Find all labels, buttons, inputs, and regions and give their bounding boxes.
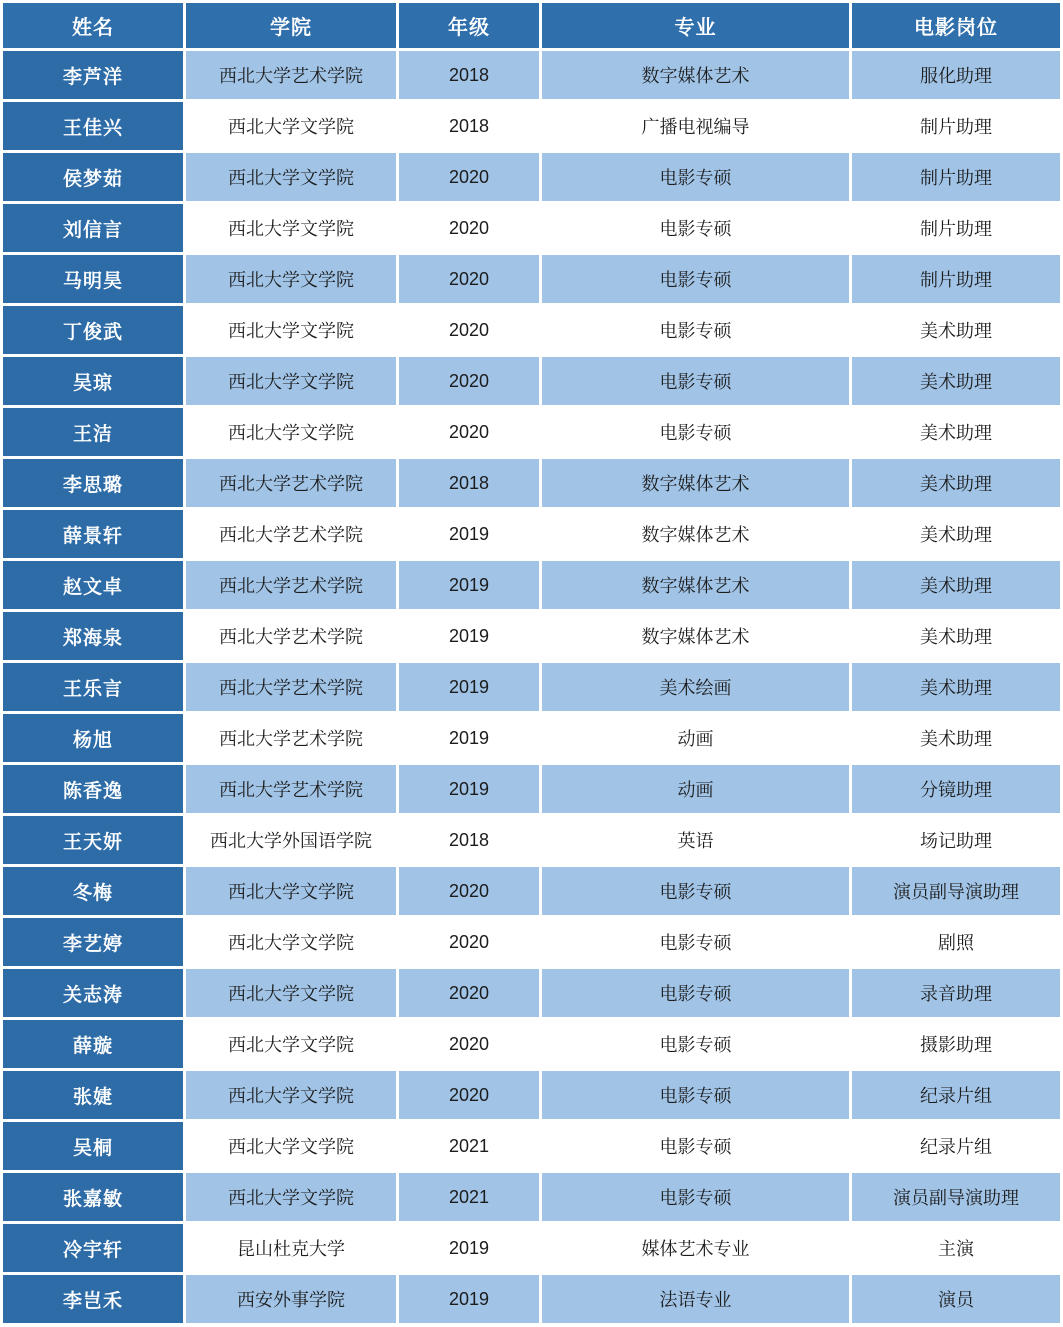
cell-college: 西北大学艺术学院 (186, 510, 396, 558)
cell-grade: 2019 (399, 612, 539, 660)
cell-grade: 2019 (399, 1275, 539, 1323)
table-row (3, 1173, 1060, 1221)
table-row (3, 459, 1060, 507)
cell-position: 美术助理 (852, 612, 1060, 660)
cell-position: 制片助理 (852, 255, 1060, 303)
cell-major: 动画 (542, 714, 849, 762)
cell-college: 西北大学文学院 (186, 408, 396, 456)
cell-position: 美术助理 (852, 408, 1060, 456)
cell-position: 制片助理 (852, 153, 1060, 201)
cell-grade: 2020 (399, 1071, 539, 1119)
header-name: 姓名 (3, 3, 183, 48)
cell-position: 剧照 (852, 918, 1060, 966)
cell-college: 西北大学文学院 (186, 1071, 396, 1119)
table-row (3, 204, 1060, 252)
cell-name: 李思璐 (3, 459, 183, 507)
cell-grade: 2020 (399, 969, 539, 1017)
cell-major: 电影专硕 (542, 1122, 849, 1170)
header-position: 电影岗位 (852, 3, 1060, 48)
cell-name: 赵文卓 (3, 561, 183, 609)
table-row (3, 408, 1060, 456)
cell-name: 薛璇 (3, 1020, 183, 1068)
cell-college: 西北大学艺术学院 (186, 561, 396, 609)
cell-major: 电影专硕 (542, 255, 849, 303)
cell-college: 西北大学艺术学院 (186, 459, 396, 507)
cell-college: 西安外事学院 (186, 1275, 396, 1323)
table-row (3, 1020, 1060, 1068)
cell-college: 西北大学文学院 (186, 357, 396, 405)
cell-major: 广播电视编导 (542, 102, 849, 150)
cell-position: 制片助理 (852, 204, 1060, 252)
table-row (3, 612, 1060, 660)
cell-college: 西北大学外国语学院 (186, 816, 396, 864)
cell-college: 西北大学文学院 (186, 204, 396, 252)
cell-college: 昆山杜克大学 (186, 1224, 396, 1272)
table-row (3, 1071, 1060, 1119)
cell-major: 电影专硕 (542, 306, 849, 354)
cell-position: 美术助理 (852, 663, 1060, 711)
cell-college: 西北大学文学院 (186, 1173, 396, 1221)
cell-major: 数字媒体艺术 (542, 459, 849, 507)
cell-major: 电影专硕 (542, 204, 849, 252)
cell-position: 演员副导演助理 (852, 1173, 1060, 1221)
cell-college: 西北大学文学院 (186, 867, 396, 915)
cell-position: 美术助理 (852, 714, 1060, 762)
cell-position: 美术助理 (852, 459, 1060, 507)
table-row (3, 306, 1060, 354)
cell-position: 美术助理 (852, 561, 1060, 609)
cell-position: 摄影助理 (852, 1020, 1060, 1068)
cell-grade: 2019 (399, 1224, 539, 1272)
cell-name: 李芦洋 (3, 51, 183, 99)
cell-college: 西北大学艺术学院 (186, 714, 396, 762)
cell-name: 郑海泉 (3, 612, 183, 660)
cell-major: 电影专硕 (542, 867, 849, 915)
cell-college: 西北大学文学院 (186, 918, 396, 966)
cell-grade: 2020 (399, 918, 539, 966)
cell-name: 王洁 (3, 408, 183, 456)
cell-position: 服化助理 (852, 51, 1060, 99)
cell-major: 电影专硕 (542, 969, 849, 1017)
cell-college: 西北大学文学院 (186, 1122, 396, 1170)
cell-college: 西北大学文学院 (186, 102, 396, 150)
cell-position: 演员 (852, 1275, 1060, 1323)
table-row (3, 969, 1060, 1017)
cell-name: 杨旭 (3, 714, 183, 762)
cell-major: 电影专硕 (542, 918, 849, 966)
cell-college: 西北大学艺术学院 (186, 663, 396, 711)
cell-name: 吴桐 (3, 1122, 183, 1170)
cell-college: 西北大学艺术学院 (186, 51, 396, 99)
cell-name: 张嘉敏 (3, 1173, 183, 1221)
cell-college: 西北大学文学院 (186, 1020, 396, 1068)
cell-position: 美术助理 (852, 306, 1060, 354)
cell-major: 动画 (542, 765, 849, 813)
cell-grade: 2019 (399, 561, 539, 609)
cell-grade: 2018 (399, 459, 539, 507)
cell-name: 张婕 (3, 1071, 183, 1119)
cell-name: 刘信言 (3, 204, 183, 252)
cell-name: 薛景轩 (3, 510, 183, 558)
cell-college: 西北大学文学院 (186, 255, 396, 303)
cell-major: 英语 (542, 816, 849, 864)
cell-name: 侯梦茹 (3, 153, 183, 201)
cell-position: 场记助理 (852, 816, 1060, 864)
cell-grade: 2019 (399, 714, 539, 762)
cell-grade: 2020 (399, 408, 539, 456)
cell-major: 美术绘画 (542, 663, 849, 711)
cell-position: 美术助理 (852, 510, 1060, 558)
cell-grade: 2019 (399, 663, 539, 711)
cell-major: 电影专硕 (542, 357, 849, 405)
table-row (3, 867, 1060, 915)
cell-major: 电影专硕 (542, 153, 849, 201)
table-row (3, 816, 1060, 864)
cell-name: 王乐言 (3, 663, 183, 711)
cell-name: 李艺婷 (3, 918, 183, 966)
header-grade: 年级 (399, 3, 539, 48)
cell-grade: 2020 (399, 204, 539, 252)
table-row (3, 765, 1060, 813)
cell-name: 关志涛 (3, 969, 183, 1017)
cell-grade: 2021 (399, 1122, 539, 1170)
cell-major: 数字媒体艺术 (542, 612, 849, 660)
cell-major: 电影专硕 (542, 408, 849, 456)
cell-grade: 2018 (399, 102, 539, 150)
cell-grade: 2020 (399, 306, 539, 354)
cell-name: 王天妍 (3, 816, 183, 864)
cell-name: 李岂禾 (3, 1275, 183, 1323)
table-row (3, 1122, 1060, 1170)
cell-name: 王佳兴 (3, 102, 183, 150)
header-row (3, 3, 1060, 48)
cell-position: 录音助理 (852, 969, 1060, 1017)
table-row (3, 663, 1060, 711)
cell-grade: 2020 (399, 1020, 539, 1068)
table-row (3, 255, 1060, 303)
table-row (3, 918, 1060, 966)
cell-name: 马明昊 (3, 255, 183, 303)
table-row (3, 51, 1060, 99)
cell-name: 冷宇轩 (3, 1224, 183, 1272)
cell-position: 演员副导演助理 (852, 867, 1060, 915)
cell-grade: 2020 (399, 153, 539, 201)
cell-major: 电影专硕 (542, 1020, 849, 1068)
cell-grade: 2020 (399, 255, 539, 303)
cell-grade: 2021 (399, 1173, 539, 1221)
cell-grade: 2019 (399, 765, 539, 813)
cell-major: 数字媒体艺术 (542, 51, 849, 99)
table-row (3, 1224, 1060, 1272)
cell-college: 西北大学文学院 (186, 969, 396, 1017)
table-row (3, 1275, 1060, 1323)
header-major: 专业 (542, 3, 849, 48)
cell-college: 西北大学文学院 (186, 306, 396, 354)
cell-position: 制片助理 (852, 102, 1060, 150)
cell-major: 法语专业 (542, 1275, 849, 1323)
table-row (3, 510, 1060, 558)
table-body (3, 51, 1060, 1323)
cell-major: 数字媒体艺术 (542, 561, 849, 609)
cell-name: 丁俊武 (3, 306, 183, 354)
cell-position: 美术助理 (852, 357, 1060, 405)
cell-name: 吴琼 (3, 357, 183, 405)
cell-major: 媒体艺术专业 (542, 1224, 849, 1272)
cell-college: 西北大学艺术学院 (186, 612, 396, 660)
table-row (3, 357, 1060, 405)
cell-grade: 2019 (399, 510, 539, 558)
cell-grade: 2018 (399, 51, 539, 99)
cell-name: 陈香逸 (3, 765, 183, 813)
table-row (3, 714, 1060, 762)
cell-position: 纪录片组 (852, 1122, 1060, 1170)
table-row (3, 561, 1060, 609)
header-college: 学院 (186, 3, 396, 48)
cell-grade: 2018 (399, 816, 539, 864)
cell-position: 纪录片组 (852, 1071, 1060, 1119)
cell-major: 电影专硕 (542, 1071, 849, 1119)
cell-name: 冬梅 (3, 867, 183, 915)
cell-position: 主演 (852, 1224, 1060, 1272)
cell-grade: 2020 (399, 867, 539, 915)
cell-college: 西北大学艺术学院 (186, 765, 396, 813)
cell-major: 电影专硕 (542, 1173, 849, 1221)
cell-grade: 2020 (399, 357, 539, 405)
cell-college: 西北大学文学院 (186, 153, 396, 201)
cell-position: 分镜助理 (852, 765, 1060, 813)
cell-major: 数字媒体艺术 (542, 510, 849, 558)
table-row (3, 102, 1060, 150)
table-row (3, 153, 1060, 201)
